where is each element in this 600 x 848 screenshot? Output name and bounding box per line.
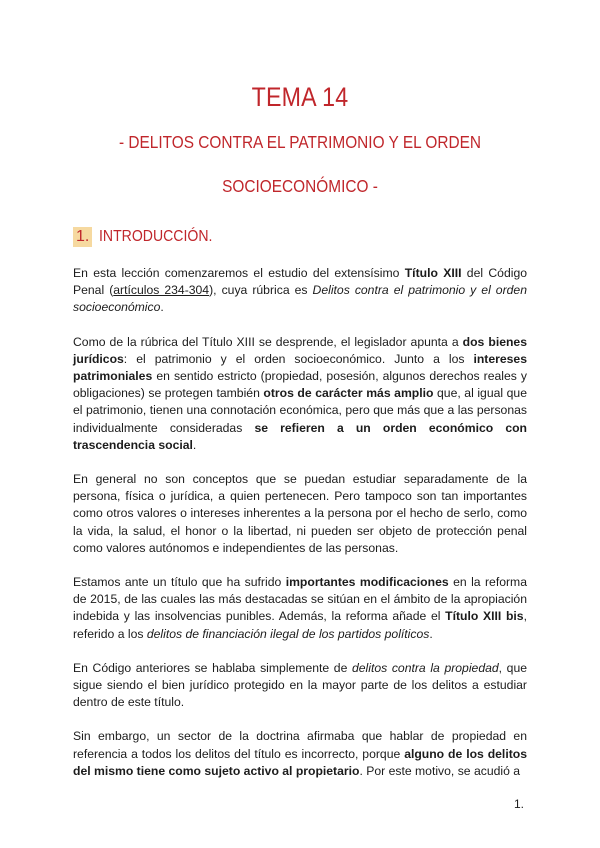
page-number: 1.: [514, 797, 525, 811]
text-span: En esta lección comenzaremos el estudio del extensísimo: [73, 266, 405, 280]
paragraph-4: [73, 574, 527, 643]
text-span: en la reforma de 2015, de las cuales las más destacadas se sitúan en el ámbito de la apropiación indebida y las insolvencias punibles. Además, la reforma añade el: [73, 575, 527, 624]
bold-text: dos bienes jurídicos: [73, 334, 527, 366]
body-text: [73, 265, 527, 797]
italic-text: delitos contra la propiedad: [351, 660, 499, 675]
paragraph-2: [73, 334, 527, 454]
text-span: .: [192, 437, 197, 452]
text-span: del Código Penal (: [73, 266, 527, 298]
page-subtitle-line2: SOCIOECONÓMICO -: [222, 176, 378, 196]
bold-text: Título XIII bis: [445, 609, 524, 624]
text-span: : el patrimonio y el orden socioeconómico. Junto a los: [123, 351, 474, 366]
articles-link[interactable]: artículos 234-304: [113, 283, 210, 298]
italic-text: delitos de financiación ilegal de los partidos políticos: [146, 626, 430, 641]
text-span: ), cuya rúbrica es: [209, 283, 313, 298]
paragraph-6: [73, 728, 527, 780]
text-span: En Código anteriores se hablaba simplemente de: [73, 660, 352, 675]
section-number: 1.: [73, 227, 92, 247]
text-span: , que sigue siendo el bien jurídico protegido en la mayor parte de los delitos a estudiar dentro de este título.: [73, 660, 527, 710]
page-subtitle-line1: - DELITOS CONTRA EL PATRIMONIO Y EL ORDEN: [119, 132, 481, 152]
section-title: INTRODUCCIÓN.: [99, 228, 213, 245]
text-span: . Por este motivo, se acudió a: [359, 763, 521, 778]
bold-text: alguno de los delitos del mismo tiene como sujeto activo al propietario: [73, 746, 527, 778]
section-heading: [73, 226, 228, 248]
text-span: en sentido estricto (propiedad, posesión, algunos derechos reales y obligaciones) se protegen también: [73, 369, 527, 401]
paragraph-5: [73, 660, 527, 712]
text-span: que, al igual que el patrimonio, tienen una connotación económica, pero que más que a las personas individualmente consideradas: [73, 386, 527, 435]
paragraph-1: [73, 265, 527, 317]
text-span: Sin embargo, un sector de la doctrina afirmaba que hablar de propiedad en referencia a todos los delitos del título es incorrecto, porque: [73, 729, 527, 761]
text-span: , referido a los: [73, 609, 527, 641]
bold-text: otros de carácter más amplio: [263, 386, 434, 401]
page-title: TEMA 14: [251, 82, 349, 112]
bold-text: Título XIII: [404, 266, 462, 280]
bold-text: importantes modificaciones: [285, 575, 449, 590]
bold-text: intereses patrimoniales: [73, 351, 527, 384]
paragraph-3: En general no son conceptos que se puedan estudiar separadamente de la persona, física o jurídica, a quien pertenecen. Pero tampoco son tan importantes como otros valores o intereses inherentes a la persona por el hecho de serlo, como la vida, la salud, el honor o la libertad, ni pueden ser objeto de protección penal como valores autónomos e independientes de las personas.: [73, 472, 527, 555]
text-span: .: [160, 300, 164, 315]
italic-text: Delitos contra el patrimonio y el orden socioeconómico: [73, 283, 527, 315]
text-span: Estamos ante un título que ha sufrido: [73, 575, 286, 590]
text-span: .: [429, 626, 433, 641]
text-span: Como de la rúbrica del Título XIII se desprende, el legislador apunta a: [73, 334, 463, 349]
bold-text: se refieren a un orden económico con trascendencia social: [73, 420, 527, 452]
